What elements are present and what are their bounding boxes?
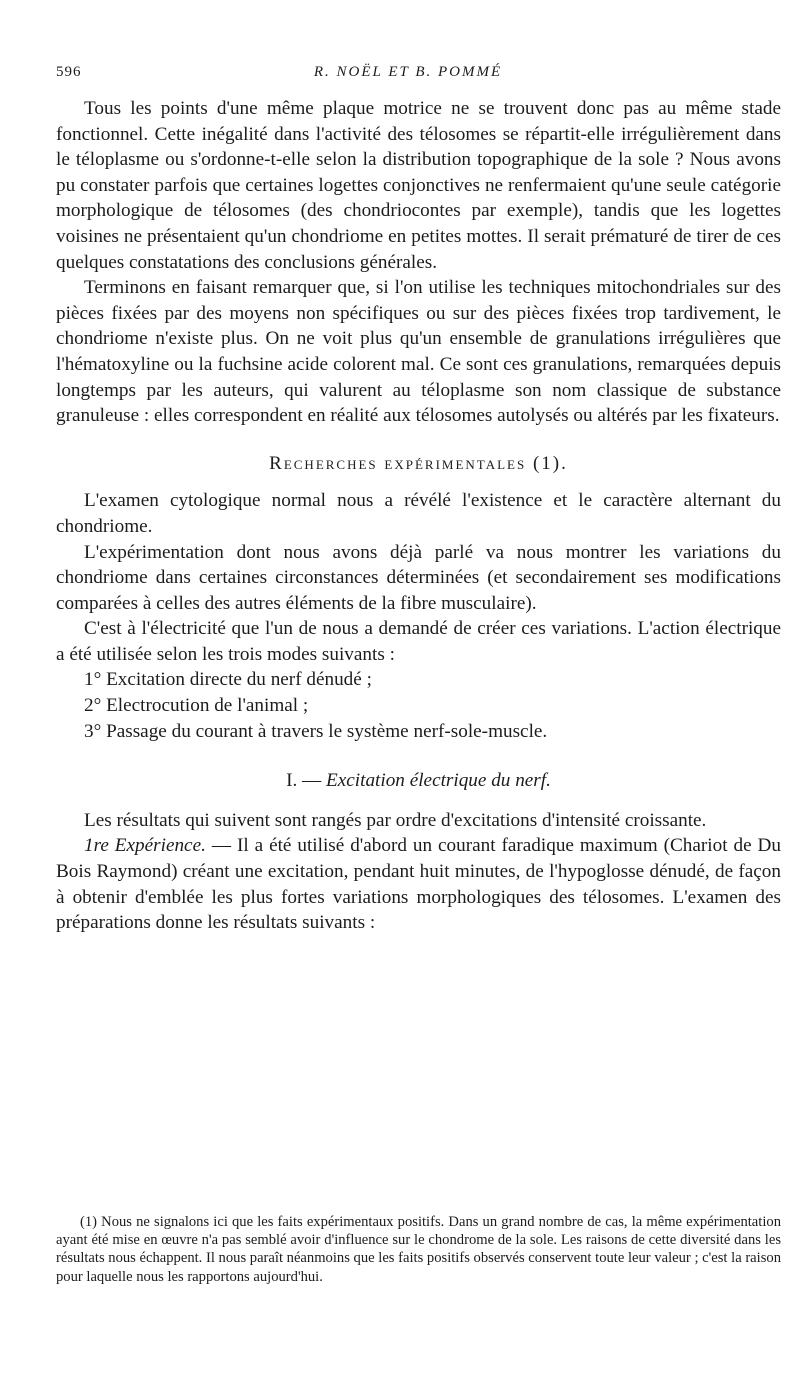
running-head bbox=[56, 64, 760, 90]
experiment-label: 1re Expérience. bbox=[84, 835, 206, 857]
body-text bbox=[56, 96, 781, 936]
section-heading: Recherches expérimentales (1). bbox=[269, 452, 568, 474]
paragraph-6: Les résultats qui suivent sont rangés par ordre d'excitations d'intensité croissante. bbox=[84, 809, 707, 831]
sub-heading-number: I. — bbox=[286, 770, 322, 792]
running-title: R. NOËL ET B. POMMÉ bbox=[313, 64, 503, 80]
paragraph-7 bbox=[56, 833, 781, 935]
paragraph-2: Terminons en faisant remarquer que, si l'on utilise les techniques mitochondriales sur des pièces fixées par des moyens non spécifiques ou sur des pièces fixées trop tardivement, le chondriome n'existe plus. On ne voit plus qu'un ensemble de granulations irrégulières que l'hématoxyline ou la fuchsine acide colorent mal. Ce sont ces granulations, remarquées depuis longtemps par les auteurs, qui valurent au téloplasme son nom classique de substance granuleuse : elles correspondent en réalité aux télosomes autolysés ou altérés par les fixateurs. bbox=[56, 277, 781, 427]
experiment-text: — Il a été utilisé d'abord un courant faradique maximum (Chariot de Du Bois Raymond) créant une excitation, pendant huit minutes, de l'hypoglosse dénudé, de façon à obtenir d'emblée les plus fortes variations morphologiques des télosomes. L'examen des préparations donne les résultats suivants : bbox=[56, 835, 781, 934]
paragraph-4: L'expérimentation dont nous avons déjà parlé va nous montrer les variations du chondriome dans certaines circonstances déterminées (et secondairement ses modifications comparées à celles des autres éléments de la fibre musculaire). bbox=[56, 541, 781, 614]
sub-heading bbox=[56, 768, 781, 794]
list-item-2: 2° Electrocution de l'animal ; bbox=[84, 695, 309, 717]
paragraph-1: Tous les points d'une même plaque motrice ne se trouvent donc pas au même stade fonctionnel. Cette inégalité dans l'activité des télosomes se répartit-elle irrégulièrement dans le téloplasme ou s'ordonne-t-elle selon la distribution topographique de la sole ? Nous avons pu constater parfois que certaines logettes conjonctives ne renfermaient qu'une seule catégorie morphologique de télosomes (des chondriocontes par exemple), tandis que les logettes voisines ne présentaient qu'un chondriome en petites mottes. Il serait prématuré de tirer de ces quelques constatations des conclusions générales. bbox=[56, 98, 781, 273]
footnote: (1) Nous ne signalons ici que les faits expérimentaux positifs. Dans un grand nombre de cas, la même expérimentation ayant été mise en œuvre n'a pas semblé avoir d'influence sur le chondrome de la sole. Les raisons de cette diversité dans les résultats nous échappent. Il nous paraît néanmoins que les faits positifs observés conservent toute leur valeur ; c'est la raison pour laquelle nous les rapportons aujourd'hui. bbox=[56, 1214, 781, 1285]
list-item-3: 3° Passage du courant à travers le système nerf-sole-muscle. bbox=[84, 720, 548, 742]
sub-heading-title: Excitation électrique du nerf. bbox=[326, 770, 551, 792]
paragraph-3: L'examen cytologique normal nous a révélé l'existence et le caractère alternant du chondriome. bbox=[56, 490, 781, 537]
list-item-1: 1° Excitation directe du nerf dénudé ; bbox=[84, 669, 372, 691]
paragraph-5: C'est à l'électricité que l'un de nous a demandé de créer ces variations. L'action électrique a été utilisée selon les trois modes suivants : bbox=[56, 618, 781, 665]
page-number: 596 bbox=[56, 64, 82, 80]
